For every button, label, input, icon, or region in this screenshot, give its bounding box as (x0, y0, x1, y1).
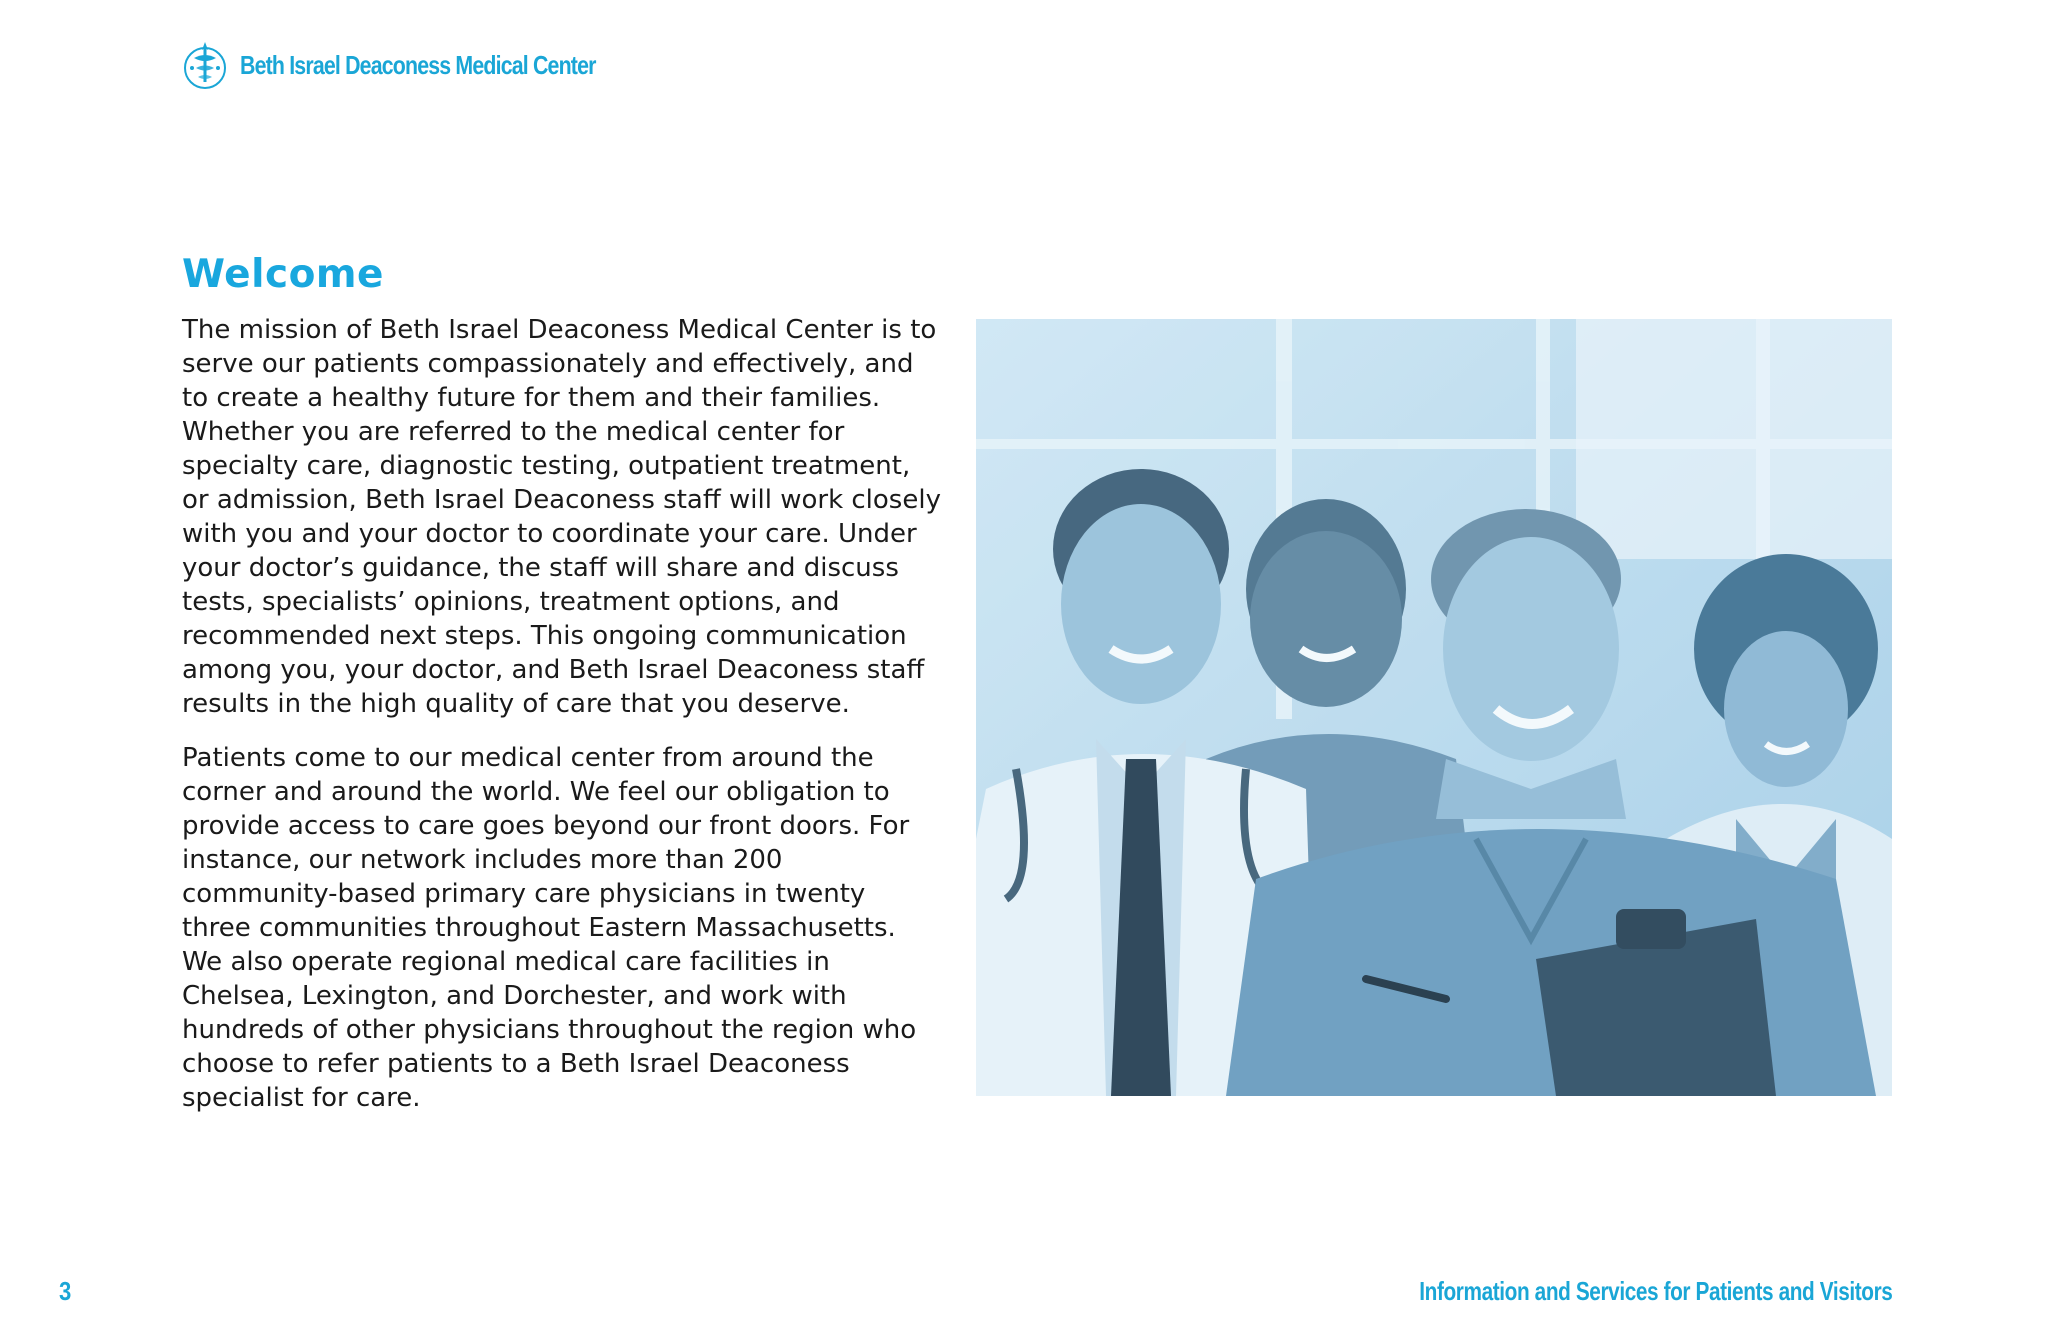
organization-name: Beth Israel Deaconess Medical Center (240, 49, 596, 80)
page-title: Welcome (182, 252, 384, 297)
page-header (182, 36, 674, 94)
bidmc-seal-icon (182, 38, 228, 92)
network-paragraph: Patients come to our medical center from around the corner and around the world. We feel our obligation to provide access to care goes beyond our front doors. For instance, our network includes more than 200 community-based primary care physicians in twenty three communities throughout Eastern Massachusetts. We also operate regional medical care facilities in Chelsea, Lexington, and Dorchester, and work with hundreds of other physicians throughout the region who choose to refer patients to a Beth Israel Deaconess specialist for care. (182, 743, 917, 1113)
welcome-body (182, 313, 942, 1135)
medical-staff-illustration (976, 319, 1892, 1096)
medical-staff-photo (976, 319, 1892, 1096)
publication-title: Information and Services for Patients and Visitors (1418, 1276, 1892, 1306)
mission-paragraph: The mission of Beth Israel Deaconess Medical Center is to serve our patients compassionately and effectively, and to create a healthy future for them and their families. Whether you are referred to the medical center for specialty care, diagnostic testing, outpatient treatment, or admission, Beth Israel Deaconess staff will work closely with you and your doctor to coordinate your care. Under your doctor’s guidance, the staff will share and discuss tests, specialists’ opinions, treatment options, and recommended next steps. This ongoing communication among you, your doctor, and Beth Israel Deaconess staff results in the high quality of care that you deserve. (182, 315, 941, 719)
page-number: 3 (59, 1276, 72, 1306)
